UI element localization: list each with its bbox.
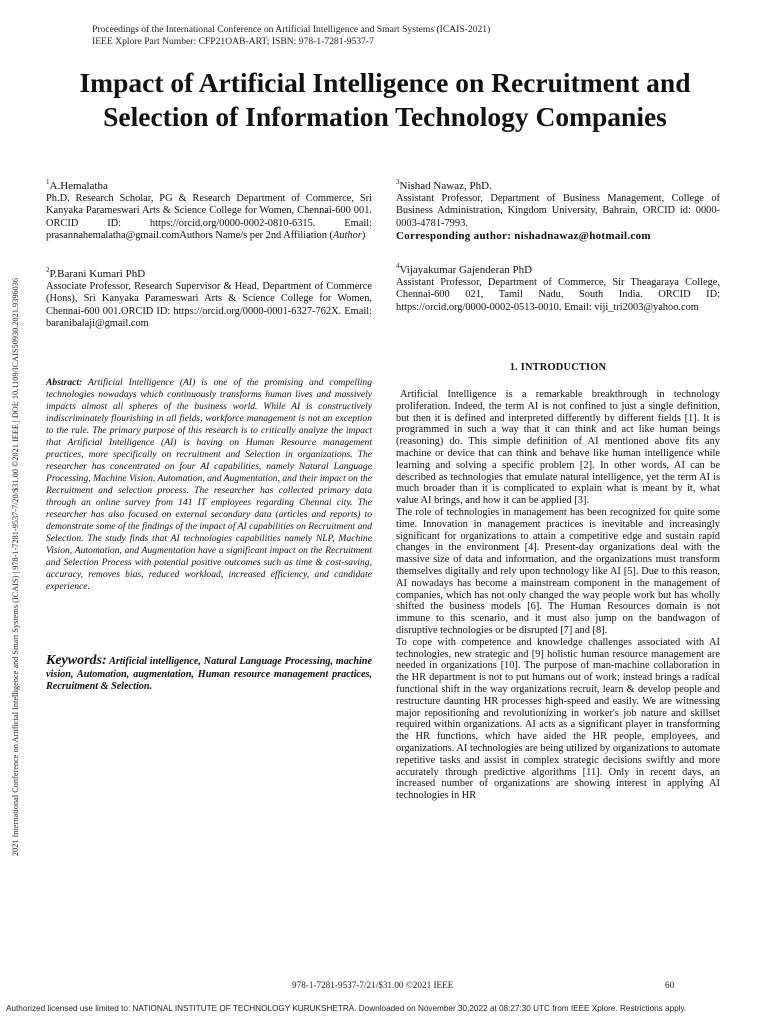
abstract-label: Abstract: <box>46 377 83 388</box>
abstract-text: Artificial Intelligence (AI) is one of the promising and compelling technologies nowadays which continuously transforms human lives and massively impacts almost all spheres of the business world. While AI is constructively indiscriminately flourishing in all fields, workforce management is not an exception to the rule. The primary purpose of this research is to critically analyze the impact that Artificial Intelligence (AI) is having on Human Resource management practices, more specifically on recruitment and Selection in organizations. The researcher has concentrated on four AI capabilities, namely Natural Language Processing, Machine Vision, Automation, and Augmentation, and their impact on the Recruitment and selection process. The researcher has collected primary data through an online survey from 141 IT employees regarding Chennai city. The researcher has also focused on external secondary data (articles and reports) to demonstrate some of the findings of the impact of AI capabilities on Recruitment and Selection. The study finds that AI technologies capabilities namely NLP, Machine Vision, Automation, and Augmentation have a significant impact on the Recruitment and Selection Process with potential positive outcomes such as time & cost-saving, accuracy, removes bias, reduced workload, increased efficiency, and candidate experience. <box>46 377 372 592</box>
author-name: $^1$A.Hemalatha <box>46 178 108 192</box>
author-block-2 <box>46 268 372 331</box>
keywords-text: Artificial intelligence, Natural Language Processing, machine vision, Automation, augmentation, Human resource management practices, Recruitment & Selection. <box>46 656 372 692</box>
proceedings-header <box>92 24 490 48</box>
intro-paragraph: To cope with competence and knowledge challenges associated with AI technologies, new strategic and [9] holistic human resource management are needed in organizations [10]. The purpose of man-machine collaboration in the HR department is not to put humans out of work; instead brings a radical functional shift in the way organizations recruit, learn & develop people and restructure daunting HR processes high-speed and easily. We are witnessing major repositioning and revolutionizing in worker's job nature and skillset required within organizations. AI acts as a significant player in transforming the HR functions, which have aided the HR people, employees, and organizations. AI technologies are being utilized by organizations to automate repetitive tasks and assist in complex strategic decisions swiftly and more accurately through predictive algorithms [11]. Only in recent days, an increased number of organizations are showing interest in applying AI technologies in HR <box>396 636 720 802</box>
intro-paragraph: The role of technologies in management has been recognized for quite some time. Innovation in management practices is inevitable and increasingly significant for organizations to attain a competitive edge and sustain rapid changes in the environment [4]. Present-day organizations deal with the massive size of data and information, and the organizations must transform themselves digitally and rely upon technology like AI [5]. Due to this reason, AI nowadays has become a mainstream component in the management of companies, which has not only changed the way people work but has wholly shifted the business models [6]. The Human Resources domain is not immune to this scenario, and it must also jump on the bandwagon of disruptive technologies or be disrupted [7] and [8]. <box>396 506 720 636</box>
author-name: $^3$Nishad Nawaz, PhD. <box>396 178 492 192</box>
author-name: $^2$P.Barani Kumari PhD <box>46 266 146 280</box>
author-affiliation: Ph.D. Research Scholar, PG & Research Department of Commerce, Sri Kanyaka Parameswari Arts & Science College for Women, Chennai-600 001. ORCID ID: https://orcid.org/0000-0002-0810-6315. Email: prasannahemalatha@gmail.comAuthors Name/s per 2nd Affiliation ( <box>46 192 372 242</box>
introduction-body <box>396 389 720 802</box>
authorized-use-notice: Authorized licensed use limited to: NATIONAL INSTITUTE OF TECHNOLOGY KURUKSHETRA. Downloaded on November 30,2022 at 08:27:30 UTC from IEEE Xplore. Restrictions apply. <box>6 1004 687 1013</box>
author-affiliation: Assistant Professor, Department of Business Management, College of Business Administration, Kingdom University, Bahrain, ORCID id: 0000-0003-4781-7993. <box>396 192 720 229</box>
corresponding-author: Corresponding author: nishadnawaz@hotmail.com <box>396 230 651 243</box>
author-block-3 <box>396 180 720 243</box>
author-block-4 <box>396 264 720 314</box>
author-name: $^4$Vijayakumar Gajenderan PhD <box>396 262 533 276</box>
intro-paragraph: Artificial Intelligence is a remarkable breakthrough in technology proliferation. Indeed, the term AI is not confined to just a single definition, but then it is defined and interpreted differently by different fields [1]. It is programmed in such a way that it can think and act like human beings (reasoning) do. This simple definition of AI mentioned above fits any machine or device that can think and behave like human intelligence while learning and solving a specific problem [2]. In other words, AI can be described as technologies that emulate natural intelligence, yet the term AI is much broader than it is complicated to explain what is meant by it, what value AI brings, and how it can be applied [3]. <box>396 389 720 507</box>
side-doi-text: 2021 International Conference on Artificial Intelligence and Smart Systems (ICAIS) | 978-1-7281-9537-7/20/$31.00 ©2021 IEEE | DOI: 10.1109/ICAIS50930.2021.9396036 <box>11 277 20 856</box>
abstract <box>46 377 372 593</box>
page-number: 60 <box>665 980 675 990</box>
footer-reference: 978-1-7281-9537-7/21/$31.00 ©2021 IEEE <box>292 980 454 990</box>
author-block-1: $^1$A.Hemalatha Ph.D. Research Scholar, PG & Research Department of Commerce, Sri Kanyaka Parameswari Arts & Science College for Women, Chennai-600 001. ORCID ID: https://orcid.org/0000-0002-0810-6315. Email: prasannahemalatha@gmail.comAuthors Name/s per 2nd Affiliation (Author) <box>46 178 372 242</box>
keywords <box>46 655 372 694</box>
keywords-label: Keywords: <box>46 653 107 668</box>
author-affiliation: Assistant Professor, Department of Commerce, Sir Theagaraya College, Chennai-600 021, Tamil Nadu, South India. ORCID ID: https://orcid.org/0000-0002-0513-0010. Email: viji_tri2003@yahoo.com <box>396 276 720 313</box>
proceedings-line-1: Proceedings of the International Conference on Artificial Intelligence and Smart Systems (ICAIS-2021) <box>92 24 491 35</box>
paper-title: Impact of Artificial Intelligence on Recruitment and Selection of Information Technology Companies <box>79 67 691 132</box>
author-affiliation-italic: Author <box>332 230 362 242</box>
section-heading: 1. INTRODUCTION <box>509 362 607 373</box>
proceedings-line-2: IEEE Xplore Part Number: CFP21OAB-ART; ISBN: 978-1-7281-9537-7 <box>92 36 374 47</box>
author-affiliation: Associate Professor, Research Supervisor & Head, Department of Commerce (Hons), Sri Kanyaka Parameswari Arts & Science College for Women, Chennai-600 001.ORCID ID: https://orcid.org/0000-0001-6327-762X. Email: baranibalaji@gmail.com <box>46 280 372 330</box>
